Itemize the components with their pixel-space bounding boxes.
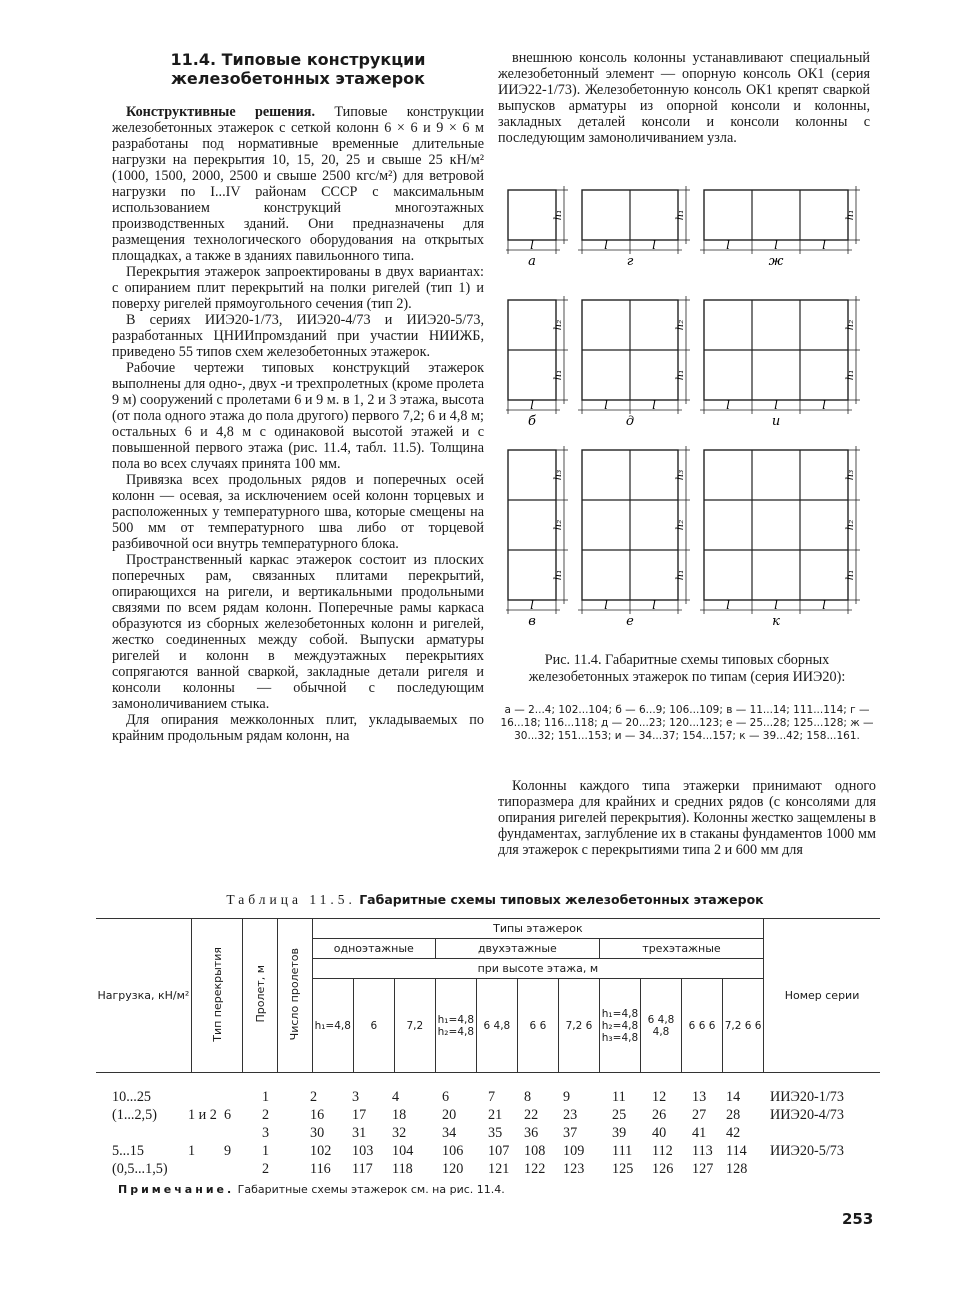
span-label: l bbox=[604, 398, 608, 412]
figure-caption: Рис. 11.4. Габаритные схемы типовых сборных железобетонных этажерок по типам (серия ИИЭ20): bbox=[528, 652, 846, 685]
frame-label: а bbox=[528, 254, 536, 269]
cell-series: ИИЭ20-5/73 bbox=[770, 1143, 844, 1159]
cell-value: 126 bbox=[652, 1161, 674, 1177]
header-height-col-7: 7,2 6 bbox=[558, 979, 599, 1073]
cell-series: ИИЭ20-1/73 bbox=[770, 1089, 844, 1105]
paragraph-4: Рабочие чертежи типовых конструкций этажерок выполнены для одно-, двух -и трехпролетных (кроме пролета 9 м) сооружений с пролетами 6 и 9 м. в 1, 2 и 3 этажа, высота (от пола одного этажа до пола другого) первого 7,2; 6 и 4,8 м; остальных 6 и 4,8 м с одинаковой высотой этажей и с повышенной первого этажа (рис. 11.4, табл. 11.5). Толщина пола во всех случаях принята 100 мм. bbox=[112, 360, 484, 472]
cell-value: 107 bbox=[488, 1143, 510, 1159]
frame-label: г bbox=[626, 254, 634, 269]
height-label: h₁ bbox=[553, 369, 564, 381]
height-label: h₃ bbox=[553, 469, 564, 481]
figure-11-4 bbox=[506, 182, 876, 642]
header-height-col-1: h₁=4,8 bbox=[312, 979, 353, 1073]
frame-outline bbox=[508, 450, 556, 600]
note-prefix: Примечание. bbox=[118, 1183, 235, 1196]
cell-value: 23 bbox=[563, 1107, 578, 1123]
cell-value: 21 bbox=[488, 1107, 503, 1123]
frame-label: и bbox=[771, 414, 781, 429]
cell-value: 11 bbox=[612, 1089, 626, 1105]
cell-value: 113 bbox=[692, 1143, 713, 1159]
note-text: Габаритные схемы этажерок см. на рис. 11.4. bbox=[234, 1183, 505, 1196]
paragraph-1-text: Типовые конструкции железобетонных этажерок с сеткой колонн 6 × 6 и 9 × 6 м разработаны под нормативные временные длительные нагрузки на перекрытия 10, 15, 20, 25 и свыше 25 кН/м² (1000, 1500, 2000, 2500 и свыше 2500 кгс/м²) для ветровой нагрузки по I...IV районам СССР с максимальным использованием конструкций многоэтажных производственных зданий. Они предназначены для размещения технологического оборудования на открытых площадках, а также в зданиях павильонного типа. bbox=[112, 104, 484, 264]
cell-value: 121 bbox=[488, 1161, 510, 1177]
cell-value: 109 bbox=[563, 1143, 585, 1159]
cell-value: 108 bbox=[524, 1143, 546, 1159]
header-two-storey: двухэтажные bbox=[435, 939, 599, 959]
right-paragraph-2-text: Колонны каждого типа этажерки принимают одного типоразмера для крайних и средних рядов (с консолями для опирания ригелей перекрытия). Колонны жестко защемлены в фундаментах, заглубление их в стаканы фундаментов 1000 мм для этажерок с перекрытиями типа 2 и 600 мм для bbox=[498, 778, 876, 858]
cell-count: 3 bbox=[262, 1125, 270, 1141]
cell-value: 32 bbox=[392, 1125, 407, 1141]
span-label: l bbox=[726, 238, 730, 252]
cell-series: ИИЭ20-4/73 bbox=[770, 1107, 844, 1123]
paragraph-3: В сериях ИИЭ20-1/73, ИИЭ20-4/73 и ИИЭ20-5/73, разработанных ЦНИИпромзданий при участии НИИЖБ, приведено 55 типов схем железобетонных этажерок. bbox=[112, 312, 484, 360]
cell-value: 128 bbox=[726, 1161, 748, 1177]
span-label: l bbox=[726, 598, 730, 612]
height-label: h₁ bbox=[553, 209, 564, 221]
table-title bbox=[112, 892, 878, 908]
span-label: l bbox=[652, 238, 656, 252]
cell-value: 12 bbox=[652, 1089, 667, 1105]
cell-value: 122 bbox=[524, 1161, 546, 1177]
paragraph-lead: Конструктивные решения. bbox=[126, 104, 315, 120]
right-column bbox=[498, 50, 870, 146]
height-label: h₂ bbox=[845, 319, 856, 331]
header-height-col-11: 7,2 6 6 bbox=[723, 979, 764, 1073]
table-header bbox=[96, 918, 880, 1073]
cell-value: 27 bbox=[692, 1107, 707, 1123]
frame-outline bbox=[704, 450, 848, 600]
cell-value: 118 bbox=[392, 1161, 413, 1177]
frame-outline bbox=[508, 190, 556, 240]
cell-value: 16 bbox=[310, 1107, 325, 1123]
cell-value: 8 bbox=[524, 1089, 532, 1105]
header-height-col-2: 6 bbox=[353, 979, 394, 1073]
cell-value: 114 bbox=[726, 1143, 747, 1159]
cell-value: 6 bbox=[442, 1089, 450, 1105]
span-label: l bbox=[822, 598, 826, 612]
header-count: Число пролетов bbox=[278, 919, 313, 1073]
height-label: h₃ bbox=[675, 469, 686, 481]
height-label: h₂ bbox=[675, 519, 686, 531]
header-series: Номер серии bbox=[764, 919, 880, 1073]
right-paragraph-2 bbox=[498, 778, 876, 858]
cell-value: 28 bbox=[726, 1107, 741, 1123]
cell-value: 25 bbox=[612, 1107, 627, 1123]
cell-value: 102 bbox=[310, 1143, 332, 1159]
cell-value: 35 bbox=[488, 1125, 503, 1141]
height-label: h₂ bbox=[553, 519, 564, 531]
cell-value: 41 bbox=[692, 1125, 707, 1141]
height-label: h₁ bbox=[553, 569, 564, 581]
cell-value: 4 bbox=[392, 1089, 400, 1105]
cell-value: 103 bbox=[352, 1143, 374, 1159]
frame-outline bbox=[704, 190, 848, 240]
cell-value: 106 bbox=[442, 1143, 464, 1159]
span-label: l bbox=[652, 398, 656, 412]
height-label: h₁ bbox=[845, 569, 856, 581]
header-height-col-4: h₁=4,8 h₂=4,8 bbox=[435, 979, 476, 1073]
cell-value: 116 bbox=[310, 1161, 331, 1177]
paragraph-5: Привязка всех продольных рядов и поперечных осей колонн — осевая, за исключением осей колонн торцевых и расположенных у температурного шва, которые смещены на 500 мм от температурного шва либо от торцевой разбивочной оси внутрь температурного блока. bbox=[112, 472, 484, 552]
span-label: l bbox=[822, 398, 826, 412]
frame-label: д bbox=[625, 414, 635, 429]
right-paragraph-1: внешнюю консоль колонны устанавливают специальный железобетонный элемент — опорную консоль ОК1 (серия ИИЭ22-1/73). Железобетонную консоль ОК1 крепят сваркой выпусков арматуры из опорной консоли и колонны, закладных деталей консоли и консоли колонны с последующим замоноличиванием узла. bbox=[498, 50, 870, 146]
header-load: Нагрузка, кН/м² bbox=[96, 919, 191, 1073]
header-floor-type: Тип перекрытия bbox=[191, 919, 243, 1073]
paragraph-7: Для опирания межколонных плит, укладываемых по крайним продольным рядам колонн, на bbox=[112, 712, 484, 744]
table-title-text: Габаритные схемы типовых железобетонных этажерок bbox=[359, 892, 764, 907]
cell-value: 36 bbox=[524, 1125, 539, 1141]
header-height-col-6: 6 6 bbox=[517, 979, 558, 1073]
frame-label: ж bbox=[768, 254, 784, 269]
figure-legend: а — 2...4; 102...104; б — 6...9; 106...109; в — 11...14; 111...114; г — 16...18; 116...118; д — 20...23; 120...123; е — 25...28; 125...128; ж — 30...32; 151...153; и — 34...37; 154...157; к — 39...42; 158...161. bbox=[500, 704, 874, 742]
height-label: h₁ bbox=[845, 369, 856, 381]
header-height: при высоте этажа, м bbox=[312, 959, 763, 979]
cell-load: 10...25 bbox=[112, 1089, 152, 1105]
cell-count: 2 bbox=[262, 1161, 270, 1177]
cell-value: 120 bbox=[442, 1161, 464, 1177]
span-label: l bbox=[530, 598, 534, 612]
cell-value: 26 bbox=[652, 1107, 667, 1123]
cell-count: 1 bbox=[262, 1089, 270, 1105]
cell-load: (0,5...1,5) bbox=[112, 1161, 168, 1177]
cell-load: (1...2,5) bbox=[112, 1107, 157, 1123]
cell-value: 22 bbox=[524, 1107, 539, 1123]
cell-value: 3 bbox=[352, 1089, 360, 1105]
cell-value: 123 bbox=[563, 1161, 585, 1177]
span-label: l bbox=[774, 238, 778, 252]
span-label: l bbox=[774, 598, 778, 612]
frame-label: к bbox=[772, 614, 780, 629]
cell-value: 37 bbox=[563, 1125, 578, 1141]
span-label: l bbox=[604, 598, 608, 612]
cell-value: 104 bbox=[392, 1143, 414, 1159]
height-label: h₁ bbox=[675, 369, 686, 381]
height-label: h₁ bbox=[675, 209, 686, 221]
cell-value: 111 bbox=[612, 1143, 633, 1159]
span-label: l bbox=[774, 398, 778, 412]
cell-value: 30 bbox=[310, 1125, 325, 1141]
header-height-col-8: h₁=4,8 h₂=4,8 h₃=4,8 bbox=[599, 979, 640, 1073]
header-height-col-5: 6 4,8 bbox=[476, 979, 517, 1073]
height-label: h₂ bbox=[845, 519, 856, 531]
span-label: l bbox=[726, 398, 730, 412]
cell-value: 18 bbox=[392, 1107, 407, 1123]
cell-value: 125 bbox=[612, 1161, 634, 1177]
page-number: 253 bbox=[842, 1210, 874, 1228]
cell-value: 17 bbox=[352, 1107, 367, 1123]
frame-label: в bbox=[528, 614, 536, 629]
paragraph-2: Перекрытия этажерок запроектированы в двух вариантах: с опиранием плит перекрытий на полки ригелей (тип 1) и поверху ригелей прямоугольного сечения (тип 2). bbox=[112, 264, 484, 312]
section-heading: 11.4. Типовые конструкции железобетонных этажерок bbox=[170, 50, 426, 88]
height-label: h₂ bbox=[675, 319, 686, 331]
cell-value: 31 bbox=[352, 1125, 367, 1141]
span-label: l bbox=[604, 238, 608, 252]
cell-value: 13 bbox=[692, 1089, 707, 1105]
cell-value: 34 bbox=[442, 1125, 457, 1141]
cell-value: 2 bbox=[310, 1089, 318, 1105]
paragraph-6: Пространственный каркас этажерок состоит из плоских поперечных рам, связанных плитами перекрытий, опирающихся на ригели, и вертикальными продольными связями по всем рядам колонн. Поперечные рамы каркаса образуются из сборных железобетонных колонн и ригелей, жестко соединенных между собой. Выпуски арматуры ригелей и колонн в междуэтажных перекрытиях сопрягаются ванной сваркой, закладные детали ригеля и консоли колонны — обычной с последующим замоноличиванием стыка. bbox=[112, 552, 484, 712]
cell-value: 39 bbox=[612, 1125, 627, 1141]
cell-value: 112 bbox=[652, 1143, 673, 1159]
cell-value: 127 bbox=[692, 1161, 714, 1177]
cell-span: 9 bbox=[224, 1143, 232, 1159]
height-label: h₃ bbox=[845, 469, 856, 481]
span-label: l bbox=[530, 398, 534, 412]
cell-span: 6 bbox=[224, 1107, 232, 1123]
paragraph-1 bbox=[112, 104, 484, 264]
cell-value: 42 bbox=[726, 1125, 741, 1141]
header-height-col-9: 6 4,8 4,8 bbox=[640, 979, 681, 1073]
frame-label: б bbox=[528, 414, 536, 429]
cell-value: 9 bbox=[563, 1089, 571, 1105]
height-label: h₂ bbox=[553, 319, 564, 331]
cell-value: 117 bbox=[352, 1161, 373, 1177]
cell-load: 5...15 bbox=[112, 1143, 144, 1159]
span-label: l bbox=[652, 598, 656, 612]
table-note bbox=[118, 1183, 505, 1196]
cell-floor: 1 bbox=[188, 1143, 196, 1159]
cell-floor: 1 и 2 bbox=[188, 1107, 217, 1123]
left-column bbox=[112, 50, 484, 744]
cell-count: 2 bbox=[262, 1107, 270, 1123]
cell-value: 14 bbox=[726, 1089, 741, 1105]
header-three-storey: трехэтажные bbox=[599, 939, 763, 959]
cell-value: 7 bbox=[488, 1089, 496, 1105]
cell-count: 1 bbox=[262, 1143, 270, 1159]
header-height-col-3: 7,2 bbox=[394, 979, 435, 1073]
height-label: h₁ bbox=[845, 209, 856, 221]
table-title-prefix: Таблица 11.5. bbox=[226, 892, 356, 907]
height-label: h₁ bbox=[675, 569, 686, 581]
header-one-storey: одноэтажные bbox=[312, 939, 435, 959]
cell-value: 20 bbox=[442, 1107, 457, 1123]
span-label: l bbox=[530, 238, 534, 252]
span-label: l bbox=[822, 238, 826, 252]
header-height-col-10: 6 6 6 bbox=[682, 979, 723, 1073]
header-types: Типы этажерок bbox=[312, 919, 763, 939]
frame-label: е bbox=[626, 614, 634, 629]
header-span: Пролет, м bbox=[243, 919, 278, 1073]
cell-value: 40 bbox=[652, 1125, 667, 1141]
